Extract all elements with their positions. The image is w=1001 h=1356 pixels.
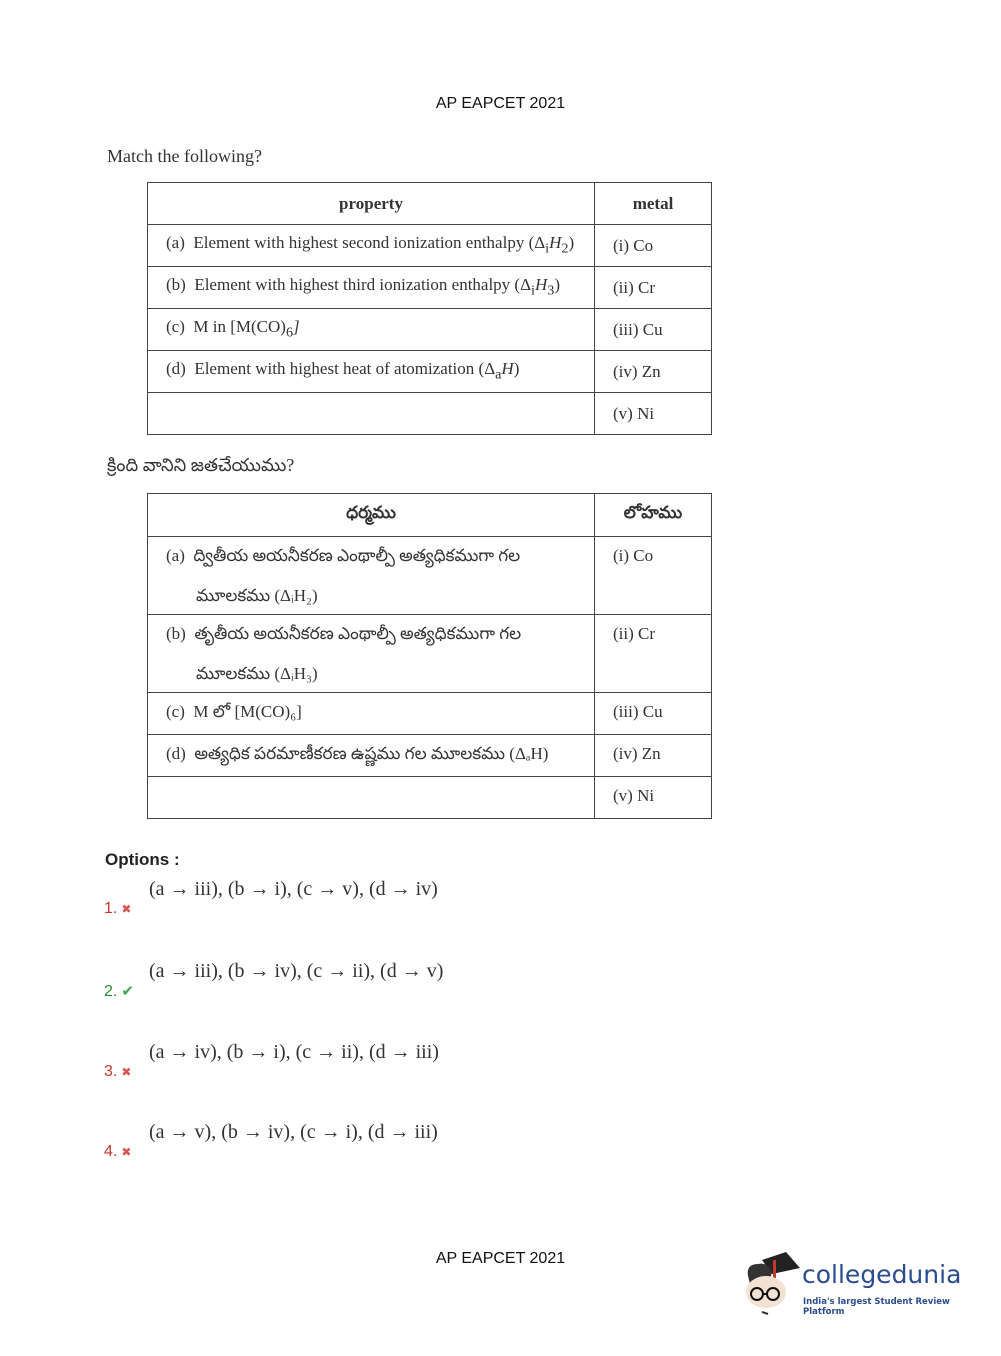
option-number: 4.	[104, 1143, 118, 1160]
cross-icon: ✖	[121, 902, 132, 916]
property-text: Element with highest heat of atomization (Δ	[194, 359, 496, 379]
metal-cell: (ii) Cr	[595, 267, 712, 309]
property-cell	[148, 615, 595, 693]
row-label: (c)	[166, 702, 185, 721]
row-label: (d)	[166, 744, 186, 763]
option-1[interactable]	[104, 878, 438, 918]
property-text-2: H	[549, 233, 562, 253]
subscript: a	[495, 366, 502, 383]
option-text: (a → iv), (b → i), (c → ii), (d → iii)	[149, 1041, 439, 1063]
option-number: 1.	[104, 900, 118, 917]
subscript: 6	[285, 324, 294, 341]
subscript-2: 2	[561, 240, 569, 257]
option-4[interactable]	[104, 1121, 438, 1161]
row-label: (c)	[166, 317, 185, 337]
metal-cell: (v) Ni	[595, 393, 712, 435]
property-cell	[148, 351, 595, 393]
table-row	[148, 537, 712, 615]
property-text-2: H	[501, 359, 514, 379]
property-end: )	[568, 233, 575, 253]
row-label: (b)	[166, 624, 186, 643]
collegedunia-logo	[742, 1250, 972, 1320]
option-text: (a → iii), (b → iv), (c → ii), (d → v)	[149, 960, 444, 982]
column-header-metal: metal	[595, 183, 712, 225]
metal-cell: (iv) Zn	[595, 735, 712, 777]
question-english: Match the following?	[107, 146, 262, 166]
table-row	[148, 309, 712, 351]
match-table-english	[147, 182, 712, 435]
table-row	[148, 735, 712, 777]
row-label: (d)	[166, 359, 186, 379]
cross-icon: ✖	[121, 1065, 132, 1079]
property-end: )	[513, 359, 520, 379]
column-header-property: property	[148, 183, 595, 225]
property-line-1: M లో [M(CO)₆]	[193, 702, 302, 721]
property-text-2: ]	[293, 317, 300, 337]
property-line-1: తృతీయ అయనీకరణ ఎంథాల్పీ అత్యధికముగా గల	[194, 624, 522, 643]
question-telugu: క్రింది వానిని జతచేయుము?	[107, 455, 295, 475]
metal-cell: (iii) Cu	[595, 309, 712, 351]
check-icon: ✔	[121, 983, 134, 1000]
property-text-2: H	[534, 275, 548, 295]
table-row	[148, 393, 712, 435]
subscript: i	[531, 282, 535, 299]
row-label: (b)	[166, 275, 186, 295]
table-row	[148, 693, 712, 735]
subscript: i	[545, 240, 550, 257]
row-label: (a)	[166, 233, 185, 253]
options-heading: Options :	[105, 850, 180, 869]
metal-cell: (ii) Cr	[595, 615, 712, 693]
row-label: (a)	[166, 546, 185, 565]
logo-brand: collegedunia	[802, 1260, 962, 1289]
property-cell	[148, 225, 595, 267]
table-row	[148, 267, 712, 309]
metal-cell: (iv) Zn	[595, 351, 712, 393]
metal-cell: (i) Co	[595, 537, 712, 615]
table-row	[148, 225, 712, 267]
property-text: M in [M(CO)	[193, 317, 286, 337]
option-text: (a → v), (b → iv), (c → i), (d → iii)	[149, 1121, 438, 1143]
property-cell	[148, 735, 595, 777]
property-line-2: మూలకము (ΔᵢH₃)	[196, 664, 318, 683]
cross-icon: ✖	[121, 1145, 132, 1159]
property-end: )	[554, 275, 560, 295]
metal-cell: (iii) Cu	[595, 693, 712, 735]
mascot-icon	[742, 1250, 800, 1316]
match-table-telugu	[147, 493, 712, 819]
property-text: Element with highest third ionization enthalpy (Δ	[194, 275, 532, 295]
property-line-1: ద్వితీయ అయనీకరణ ఎంథాల్పీ అత్యధికముగా గల	[193, 546, 521, 565]
option-3[interactable]	[104, 1041, 439, 1081]
table-row	[148, 777, 712, 819]
table-row	[148, 615, 712, 693]
property-cell	[148, 393, 595, 435]
option-text: (a → iii), (b → i), (c → v), (d → iv)	[149, 878, 438, 900]
table-row	[148, 351, 712, 393]
property-line-2: మూలకము (ΔᵢH₂)	[196, 586, 318, 605]
column-header-property-te: ధర్మము	[148, 494, 595, 537]
page-footer: AP EAPCET 2021	[435, 1250, 566, 1267]
subscript-2: 3	[547, 282, 555, 299]
property-cell	[148, 777, 595, 819]
property-cell	[148, 267, 595, 309]
property-cell	[148, 537, 595, 615]
logo-tagline: India's largest Student Review Platform	[803, 1297, 950, 1317]
property-line-1: అత్యధిక పరమాణీకరణ ఉష్ణము గల మూలకము (ΔₐH)	[194, 744, 549, 763]
option-2[interactable]	[104, 960, 444, 1001]
option-number: 3.	[104, 1063, 118, 1080]
metal-cell: (v) Ni	[595, 777, 712, 819]
page-header: AP EAPCET 2021	[435, 95, 566, 112]
column-header-metal-te: లోహము	[595, 494, 712, 537]
property-cell	[148, 309, 595, 351]
metal-cell: (i) Co	[595, 225, 712, 267]
property-cell	[148, 693, 595, 735]
property-text: Element with highest second ionization enthalpy (Δ	[193, 233, 546, 253]
option-number: 2.	[104, 983, 118, 1000]
